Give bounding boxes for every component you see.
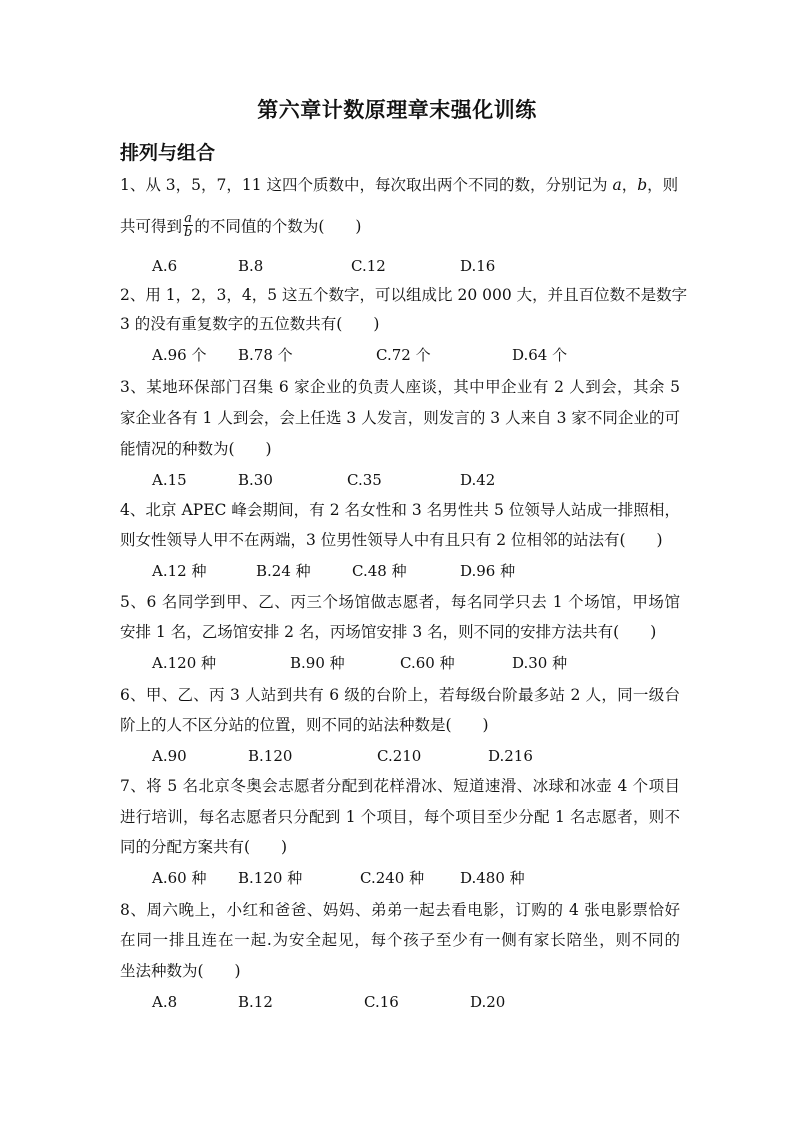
q7-option-b: B.120 种 [238,869,303,887]
comma: ， [621,176,638,194]
fraction-denominator: b [184,225,193,240]
q2-option-d: D.64 个 [512,346,568,364]
q7-option-a: A.60 种 [152,869,207,887]
q7-option-d: D.480 种 [460,869,525,887]
question-1-text-end: 的不同值的个数为( ) [194,217,362,236]
q5-option-c: C.60 种 [400,654,455,672]
variable-b: b [637,176,648,194]
q8-option-d: D.20 [470,993,506,1011]
question-2-line-2: 3 的没有重复数字的五位数共有( ) [120,315,380,333]
question-8-line-3: 坐法种数为( ) [120,962,241,980]
q4-option-d: D.96 种 [460,562,516,580]
question-2-line-1: 2、用 1，2，3，4，5 这五个数字，可以组成比 20 000 大，并且百位数不是数字 [120,286,688,304]
fraction-numerator: a [184,211,193,226]
q4-option-a: A.12 种 [152,562,207,580]
question-1-text: 共可得到 [120,217,183,236]
question-3-line-3: 能情况的种数为( ) [120,440,272,458]
q6-option-a: A.90 [152,747,187,765]
q6-option-b: B.120 [248,747,293,765]
question-5-line-2: 安排 1 名，乙场馆安排 2 名，丙场馆安排 3 名，则不同的安排方法共有( ) [120,623,657,641]
question-7-line-1: 7、将 5 名北京冬奥会志愿者分配到花样滑冰、短道速滑、冰球和冰壶 4 个项目 [120,777,680,795]
question-1-line-1 [120,174,680,196]
q3-option-a: A.15 [152,471,187,489]
q2-option-c: C.72 个 [376,346,431,364]
question-7-line-3: 同的分配方案共有( ) [120,838,288,856]
q5-option-a: A.120 种 [152,654,216,672]
question-7-line-2: 进行培训，每名志愿者只分配到 1 个项目，每个项目至少分配 1 名志愿者，则不 [120,808,680,826]
question-3-line-1: 3、某地环保部门召集 6 家企业的负责人座谈，其中甲企业有 2 人到会，其余 5 [120,378,680,396]
q2-option-a: A.96 个 [152,346,207,364]
question-4-line-1: 4、北京 APEC 峰会期间，有 2 名女性和 3 名男性共 5 位领导人站成一排照相， [120,501,680,519]
q3-option-d: D.42 [460,471,496,489]
q1-option-b: B.8 [238,257,264,275]
q3-option-b: B.30 [238,471,273,489]
q4-option-b: B.24 种 [256,562,311,580]
q5-option-d: D.30 种 [512,654,568,672]
question-6-line-1: 6、甲、乙、丙 3 人站到共有 6 级的台阶上，若每级台阶最多站 2 人，同一级台 [120,686,680,704]
question-1-text-end: ，则 [647,176,679,194]
q5-option-b: B.90 种 [290,654,345,672]
q4-option-c: C.48 种 [352,562,407,580]
q8-option-b: B.12 [238,993,273,1011]
q7-option-c: C.240 种 [360,869,425,887]
q2-option-b: B.78 个 [238,346,293,364]
question-8-line-1: 8、周六晚上，小红和爸爸、妈妈、弟弟一起去看电影，订购的 4 张电影票恰好 [120,901,680,919]
q8-option-c: C.16 [364,993,399,1011]
question-3-line-2: 家企业各有 1 人到会，会上任选 3 人发言，则发言的 3 人来自 3 家不同企业的可 [120,409,680,427]
question-6-line-2: 阶上的人不区分站的位置，则不同的站法种数是( ) [120,716,489,734]
question-1-line-2 [120,211,680,241]
q6-option-d: D.216 [488,747,533,765]
q1-option-a: A.6 [152,257,178,275]
variable-a: a [612,176,622,194]
q3-option-c: C.35 [347,471,382,489]
q6-option-c: C.210 [377,747,422,765]
q8-option-a: A.8 [152,993,178,1011]
q1-option-d: D.16 [460,257,496,275]
page-title: 第六章计数原理章末强化训练 [257,97,537,122]
fraction-a-over-b [183,212,193,239]
question-8-line-2: 在同一排且连在一起.为安全起见，每个孩子至少有一侧有家长陪坐，则不同的 [120,931,680,949]
question-1-text: 1、从 3，5，7，11 这四个质数中，每次取出两个不同的数，分别记为 [120,176,613,194]
q1-option-c: C.12 [351,257,386,275]
question-4-line-2: 则女性领导人甲不在两端，3 位男性领导人中有且只有 2 位相邻的站法有( ) [120,531,663,549]
question-5-line-1: 5、6 名同学到甲、乙、丙三个场馆做志愿者，每名同学只去 1 个场馆，甲场馆 [120,593,680,611]
section-heading: 排列与组合 [120,142,216,164]
